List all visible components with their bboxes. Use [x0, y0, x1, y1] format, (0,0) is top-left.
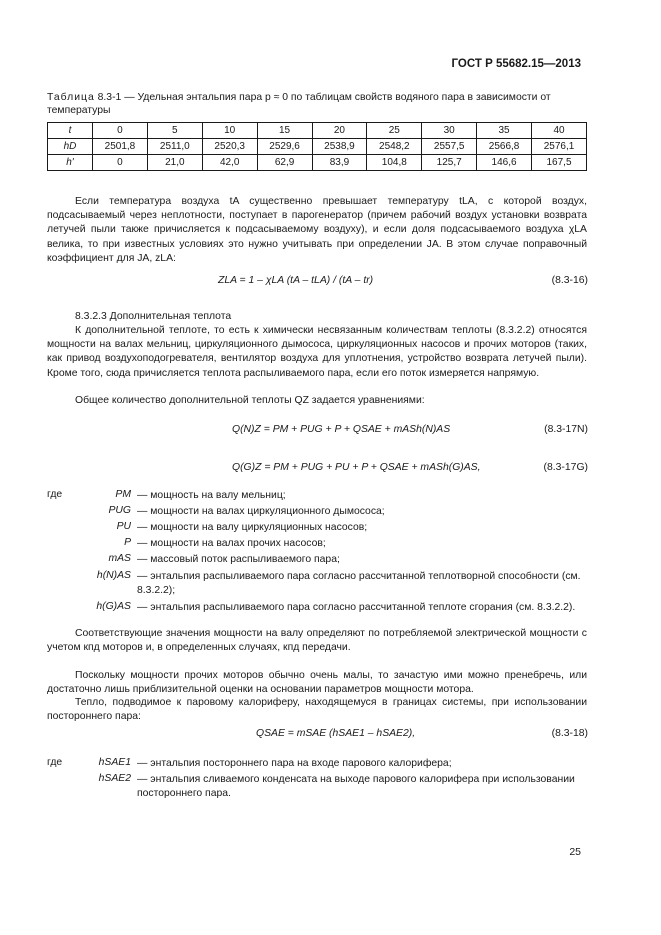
- table-cell: 40: [532, 123, 587, 139]
- paragraph-shaft-power: Соответствующие значения мощности на валу определяют по потребляемой электрической мощности с учетом кпд моторов и, в определенных случаях, кпд передачи.: [47, 628, 587, 654]
- definition-text: — энтальпия сливаемого конденсата на выходе парового калорифера при использовании постороннего пара.: [137, 774, 575, 799]
- table-caption-label: Таблица: [47, 92, 95, 103]
- table-cell: 2501,8: [93, 139, 148, 155]
- table-cell: 25: [367, 123, 422, 139]
- equation-8-3-17n: Q(N)Z = PM + PUG + P + QSAE + mASh(N)AS: [232, 424, 451, 435]
- paragraph-additional-heat: К дополнительной теплоте, то есть к химически несвязанным количествам теплоты (8.3.2.2) относятся мощности на валах мельниц, циркуляционного дымососа, циркуляционных насосов и прочих моторов (таких, как привод воздухоподогревателя, вентилятор воздуха для уплотнения, устройство возврата летучей пыли). Кроме того, сюда причисляется теплота распыливаемого пара, если его поток измеряется напрямую.: [47, 325, 587, 379]
- equation-number: (8.3-18): [551, 728, 588, 739]
- definition-symbol: PU: [116, 521, 131, 532]
- definition-row: [47, 521, 587, 535]
- table-cell: 0: [93, 155, 148, 171]
- definition-text: — энтальпия распыливаемого пара согласно рассчитанной теплотворной способности (см. 8.3.2.2);: [137, 571, 581, 596]
- table-cell: 83,9: [312, 155, 367, 171]
- section-heading-8-3-2-3: 8.3.2.3 Дополнительная теплота: [75, 311, 232, 322]
- definition-symbol: PM: [115, 489, 131, 500]
- table-row: [48, 155, 587, 171]
- row-label: h': [48, 155, 93, 171]
- definition-text: — мощности на валу циркуляционных насосов;: [137, 522, 368, 533]
- definition-text: — энтальпия распыливаемого пара согласно рассчитанной теплоте сгорания (см. 8.3.2.2).: [137, 602, 576, 613]
- equation-number: (8.3-17G): [543, 462, 588, 473]
- table-cell: 2511,0: [147, 139, 202, 155]
- definitions-intro: где: [47, 757, 63, 768]
- definition-symbol: PUG: [108, 505, 131, 516]
- table-cell: 2520,3: [202, 139, 257, 155]
- table-cell: 10: [202, 123, 257, 139]
- table-cell: 2529,6: [257, 139, 312, 155]
- definition-text: — массовый поток распыливаемого пара;: [137, 554, 340, 565]
- definition-row: [47, 537, 587, 551]
- table-cell: 146,6: [477, 155, 532, 171]
- row-label: t: [48, 123, 93, 139]
- definition-row: [47, 489, 587, 503]
- paragraph-total-heat: Общее количество дополнительной теплоты QZ задается уравнениями:: [75, 395, 425, 406]
- table-cell: 20: [312, 123, 367, 139]
- table-cell: 2548,2: [367, 139, 422, 155]
- definition-symbol: mAS: [108, 553, 131, 564]
- table-cell: 2557,5: [422, 139, 477, 155]
- table-cell: 2538,9: [312, 139, 367, 155]
- equation-8-3-17g: Q(G)Z = PM + PUG + PU + P + QSAE + mASh(G)AS,: [232, 462, 481, 473]
- table-cell: 42,0: [202, 155, 257, 171]
- definition-text: — мощности на валах прочих насосов;: [137, 538, 326, 549]
- definition-row: [47, 757, 587, 771]
- table-cell: 5: [147, 123, 202, 139]
- definition-text: — энтальпия постороннего пара на входе парового калорифера;: [137, 758, 452, 769]
- equation-8-3-16: ZLA = 1 – χLA (tA – tLA) / (tA – tr): [218, 275, 374, 286]
- definition-symbol: hSAE2: [98, 773, 131, 784]
- table-cell: 62,9: [257, 155, 312, 171]
- definition-symbol: h(N)AS: [96, 570, 131, 581]
- table-row: [48, 139, 587, 155]
- definition-text: — мощность на валу мельниц;: [137, 490, 286, 501]
- definitions-intro: где: [47, 489, 63, 500]
- enthalpy-table: [47, 122, 587, 171]
- table-cell: 30: [422, 123, 477, 139]
- definition-row: [47, 601, 587, 615]
- definition-row: [47, 505, 587, 519]
- table-caption: [47, 91, 587, 117]
- paragraph-small-motors: Поскольку мощности прочих моторов обычно очень малы, то зачастую ими можно пренебречь, или достаточно лишь приблизительной оценки на основании параметров мощности мотора.: [47, 670, 587, 696]
- table-cell: 167,5: [532, 155, 587, 171]
- definition-row: [47, 570, 587, 598]
- row-label: hD: [48, 139, 93, 155]
- definition-text: — мощности на валах циркуляционного дымососа;: [137, 506, 385, 517]
- definition-row: [47, 773, 587, 801]
- table-cell: 2566,8: [477, 139, 532, 155]
- definition-row: [47, 553, 587, 567]
- equation-number: (8.3-16): [551, 275, 588, 286]
- table-row: [48, 123, 587, 139]
- equation-8-3-18: QSAE = mSAE (hSAE1 – hSAE2),: [256, 728, 416, 739]
- table-cell: 15: [257, 123, 312, 139]
- table-caption-text: 8.3-1 — Удельная энтальпия пара p ≈ 0 по таблицам свойств водяного пара в зависимости от температуры: [47, 92, 551, 116]
- definition-symbol: h(G)AS: [96, 601, 131, 612]
- table-cell: 21,0: [147, 155, 202, 171]
- table-cell: 104,8: [367, 155, 422, 171]
- document-header: ГОСТ Р 55682.15—2013: [451, 58, 581, 70]
- table-cell: 0: [93, 123, 148, 139]
- paragraph-steam-heater: Тепло, подводимое к паровому калориферу, находящемуся в границах системы, при использовании постороннего пара:: [47, 697, 587, 723]
- page-number: 25: [569, 846, 581, 858]
- table-cell: 125,7: [422, 155, 477, 171]
- definition-symbol: P: [124, 537, 131, 548]
- equation-number: (8.3-17N): [544, 424, 588, 435]
- definition-symbol: hSAE1: [98, 757, 131, 768]
- table-cell: 35: [477, 123, 532, 139]
- table-cell: 2576,1: [532, 139, 587, 155]
- paragraph-air-suction: Если температура воздуха tA существенно превышает температуру tLA, с которой воздух, подсасываемый через неплотности, поступает в парогенератор (причем рабочий воздух установки возврата летучей пыли также причисляется к подсасываемому воздуху), и если доля подсасываемого воздуха χLA велика, то при известных условиях это нужно учитывать при определении JA. В этом случае поправочный коэффициент для JA, zLA:: [47, 196, 587, 264]
